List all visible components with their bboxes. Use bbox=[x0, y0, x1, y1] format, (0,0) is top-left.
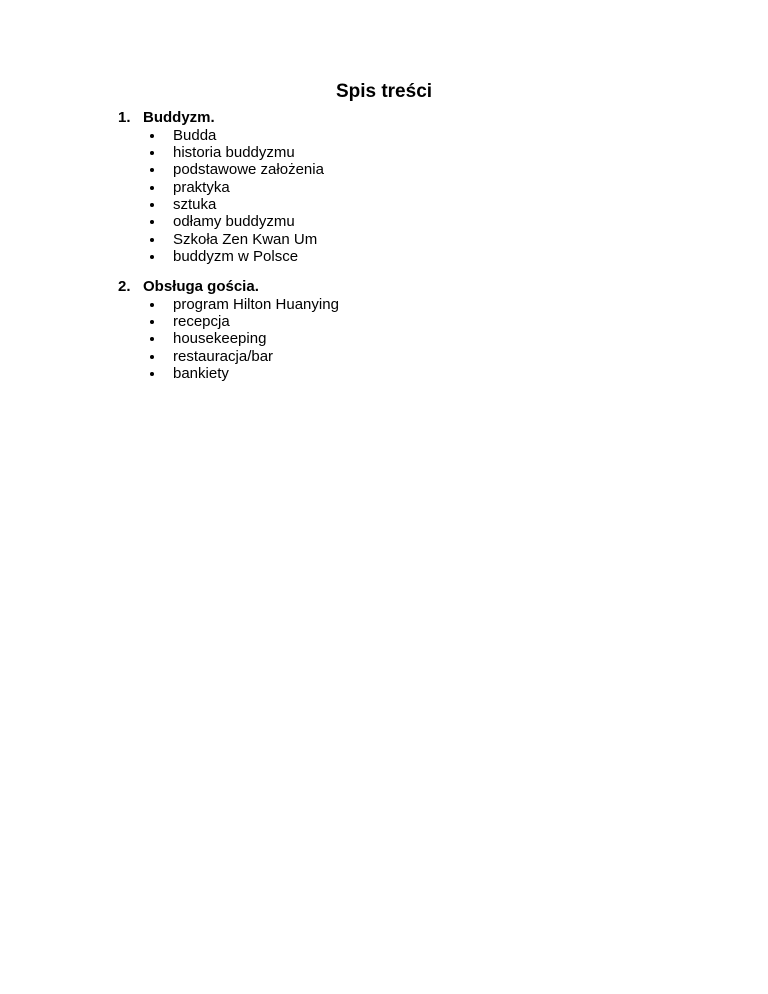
list-item-text: Szkoła Zen Kwan Um bbox=[173, 230, 318, 248]
section-number: 1. bbox=[118, 109, 131, 126]
section-number: 2. bbox=[118, 278, 131, 295]
list-item-text: podstawowe założenia bbox=[173, 161, 324, 179]
list-item-text: buddyzm w Polsce bbox=[173, 248, 299, 266]
toc-section-buddyzm bbox=[118, 109, 618, 266]
bullet-icon bbox=[118, 330, 155, 347]
bullet-icon bbox=[118, 365, 155, 382]
list-item bbox=[118, 348, 618, 365]
section-title: Buddyzm. bbox=[143, 109, 215, 126]
bullet-icon bbox=[118, 196, 155, 213]
list-item bbox=[118, 313, 618, 330]
list-item bbox=[118, 231, 618, 248]
list-item-text: program Hilton Huanying bbox=[173, 295, 339, 313]
bullet-icon bbox=[118, 348, 155, 365]
page-title: Spis treści bbox=[335, 81, 433, 102]
list-item-text: housekeeping bbox=[173, 330, 267, 348]
list-item bbox=[118, 330, 618, 347]
bullet-list bbox=[118, 127, 618, 266]
list-item-text: recepcja bbox=[173, 312, 230, 330]
list-item bbox=[118, 296, 618, 313]
list-item bbox=[118, 161, 618, 178]
bullet-icon bbox=[118, 213, 155, 230]
list-item-text: praktyka bbox=[173, 178, 230, 196]
bullet-icon bbox=[118, 313, 155, 330]
list-item-text: Budda bbox=[173, 126, 217, 144]
bullet-icon bbox=[118, 144, 155, 161]
section-heading bbox=[118, 109, 618, 127]
section-title: Obsługa gościa. bbox=[143, 278, 259, 295]
list-item bbox=[118, 196, 618, 213]
bullet-icon bbox=[118, 248, 155, 265]
bullet-list bbox=[118, 296, 618, 383]
list-item-text: historia buddyzmu bbox=[173, 143, 295, 161]
list-item-text: sztuka bbox=[173, 196, 217, 214]
section-heading bbox=[118, 278, 618, 296]
list-item-text: odłamy buddyzmu bbox=[173, 213, 295, 231]
list-item bbox=[118, 365, 618, 382]
bullet-icon bbox=[118, 161, 155, 178]
bullet-icon bbox=[118, 127, 155, 144]
list-item bbox=[118, 127, 618, 144]
list-item bbox=[118, 248, 618, 265]
list-item bbox=[118, 213, 618, 230]
toc-section-obsluga-goscia bbox=[118, 278, 618, 382]
list-item-text: restauracja/bar bbox=[173, 347, 274, 365]
bullet-icon bbox=[118, 296, 155, 313]
list-item-text: bankiety bbox=[173, 365, 229, 383]
bullet-icon bbox=[118, 179, 155, 196]
list-item bbox=[118, 179, 618, 196]
bullet-icon bbox=[118, 231, 155, 248]
list-item bbox=[118, 144, 618, 161]
